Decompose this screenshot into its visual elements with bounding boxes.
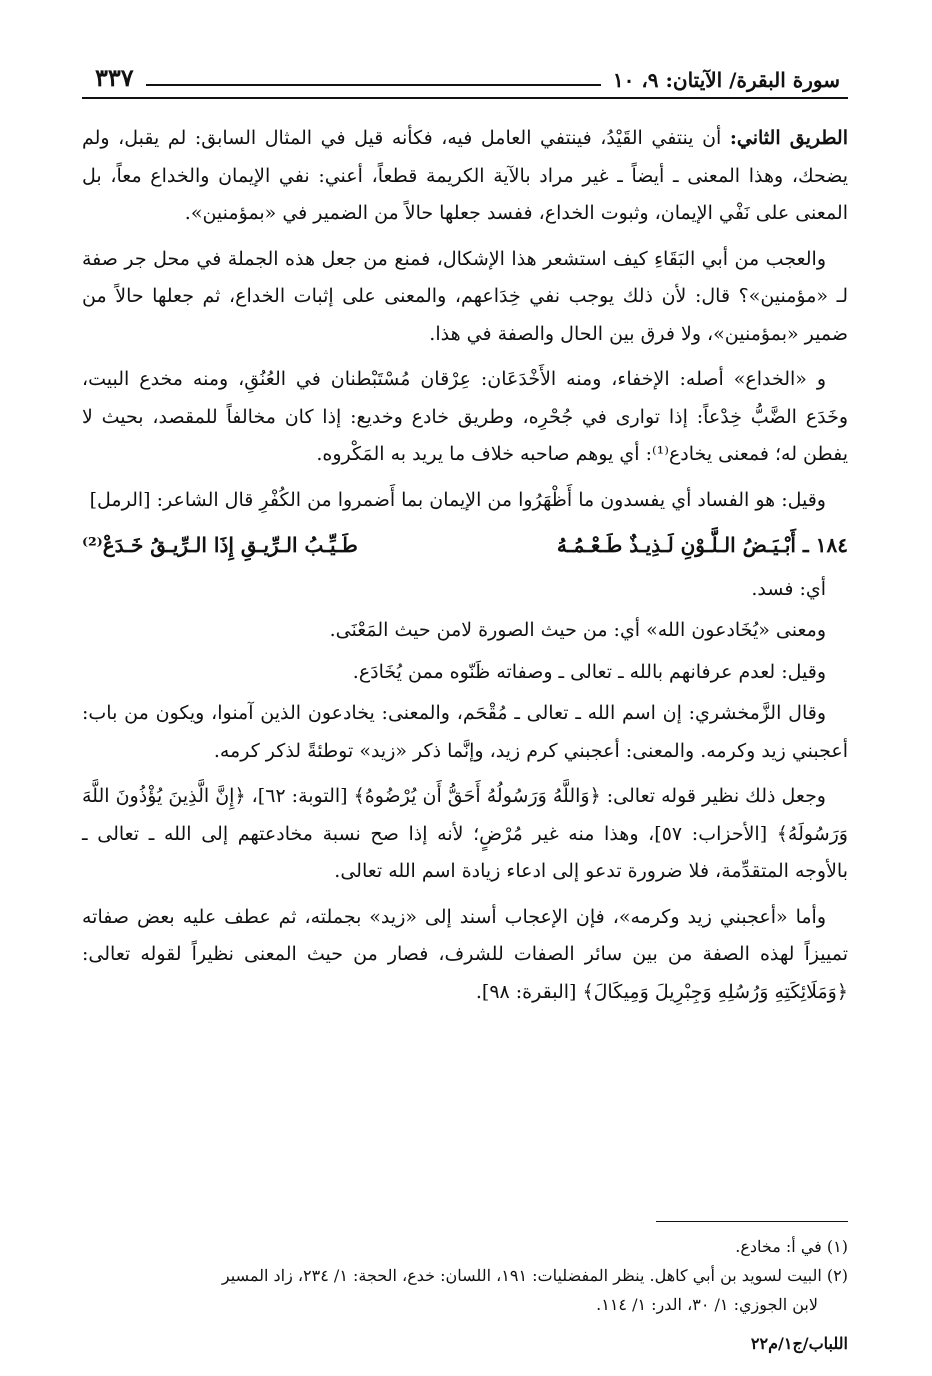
paragraph-fasad: وقيل: هو الفساد أي يفسدون ما أَظْهَرُوا من الإيمان بما أَضمروا من الكُفْرِ قال الشاعر: [الرمل]	[89, 488, 826, 511]
page-header	[95, 58, 840, 92]
paragraph-text: أن ينتفي القَيْدُ، فينتفي العامل فيه، فكأنه قيل في المثال السابق: لم يقبل، ولم يضحك، وهذا المعنى ـ أيضاً ـ غير مراد بالآية الكريمة قطعاً، أعني: نفي الإيمان والخداع معاً، بل المعنى على نَفْي الإيمان، وثبوت الخداع، ففسد جعلها حالاً من الضمير في «بمؤمنين».	[82, 127, 848, 224]
main-text	[82, 120, 848, 1019]
verse-first-hemistich: ١٨٤ ـ أَبْـيَـضُ الـلَّـوْنِ لَـذِيـذٌ طَـعْـمُـهُ	[556, 533, 848, 557]
poetry-verse	[82, 527, 848, 565]
header-rule	[146, 84, 601, 86]
header-divider	[82, 97, 848, 99]
footnote-2-continued: لابن الجوزي: ١/ ٣٠، الدر: ١/ ١١٤.	[596, 1295, 818, 1314]
page-number: ٣٣٧	[95, 63, 134, 92]
paragraph-second-way	[82, 120, 848, 233]
paragraph-ajabani: وأما «أعجبني زيد وكرمه»، فإن الإعجاب أسند إلى «زيد» بجملته، ثم عطف عليه بعض صفاته تمييزاً لهذه الصفة من بين سائر الصفات للشرف، فصار من حيث المعنى نظيراً لقوله تعالى: ﴿وَمَلَائِكَتِهِ وَرُسُلِهِ وَجِبْرِيلَ وَمِيكَالَ﴾ [البقرة: ٩٨].	[82, 905, 848, 1003]
footnotes	[82, 1232, 848, 1319]
paragraph-lead: الطريق الثاني:	[729, 127, 848, 149]
running-title: سورة البقرة/ الآيتان: ٩، ١٠	[612, 68, 840, 92]
paragraph-yukhadiun: ومعنى «يُخَادعون الله» أي: من حيث الصورة لامن حيث المَعْنَى.	[329, 619, 826, 641]
paragraph-zamakhshari: وقال الزَّمخشري: إن اسم الله ـ تعالى ـ مُقْحَم، والمعنى: يخادعون الذين آمنوا، ويكون من باب: أعجبني زيد وكرمه. والمعنى: أعجبني كرم زيد، وإنَّما ذكر «زيد» توطئةً لذكر كرمه.	[82, 702, 848, 762]
paragraph-khidaa-origin: و «الخداع» أصله: الإخفاء، ومنه الأَخْدَعَان: عِرْقان مُسْتَبْطنان في العُنُقِ، ومنه مخدع البيت، وخَدَع الضَّبُّ خِدْعاً: إذا توارى في جُحْرِه، وطريق خادع وخديع: إذا كان مخالفاً للمقصد، بحيث لا يفطن له؛ فمعنى يخادع⁽¹⁾: أي يوهم صاحبه خلاف ما يريد به المَكْروه.	[82, 368, 848, 465]
paragraph-abu-albaqa: والعجب من أبي البَقَاءِ كيف استشعر هذا الإشكال، فمنع من جعل هذه الجملة في محل جر صفة لـ «مؤمنين»؟ قال: لأن ذلك يوجب نفي خِدَاعهم، والمعنى على إثبات الخداع، ثم جعلها حالاً من ضمير «بمؤمنين»، ولا فرق بين الحال والصفة في هذا.	[82, 247, 848, 345]
paragraph-meaning: أي: فسد.	[751, 577, 826, 600]
footnote-1: (١) في أ: مخادع.	[735, 1237, 848, 1256]
paragraph-qila: وقيل: لعدم عرفانهم بالله ـ تعالى ـ وصفاته ظَنّوه ممن يُخَادَع.	[352, 660, 826, 683]
printer-signature: اللباب/ج١/م٢٢	[750, 1334, 848, 1353]
paragraph-nazir: وجعل ذلك نظير قوله تعالى: ﴿وَاللَّهُ وَرَسُولُهُ أَحَقُّ أَن يُرْضُوهُ﴾ [التوبة: ٦٢]، ﴿إِنَّ الَّذِينَ يُؤْذُونَ اللَّهَ وَرَسُولَهُ﴾ [الأحزاب: ٥٧]، وهذا منه غير مُرْضٍ؛ لأنه إذا صح نسبة مخادعتهم إلى الله ـ تعالى ـ بالأوجه المتقدِّمة، فلا ضرورة تدعو إلى ادعاء زيادة اسم الله تعالى.	[82, 785, 848, 882]
footnote-divider	[656, 1221, 848, 1222]
footnote-2: (٢) البيت لسويد بن أبي كاهل. ينظر المفضليات: ١٩١، اللسان: خدع، الحجة: ١/ ٢٣٤، زاد المسير	[221, 1266, 848, 1285]
verse-second-hemistich: طَـيِّـبُ الـرِّيـقِ إِذَا الـرِّيـقُ خَـدَعْ⁽²⁾	[82, 533, 358, 557]
